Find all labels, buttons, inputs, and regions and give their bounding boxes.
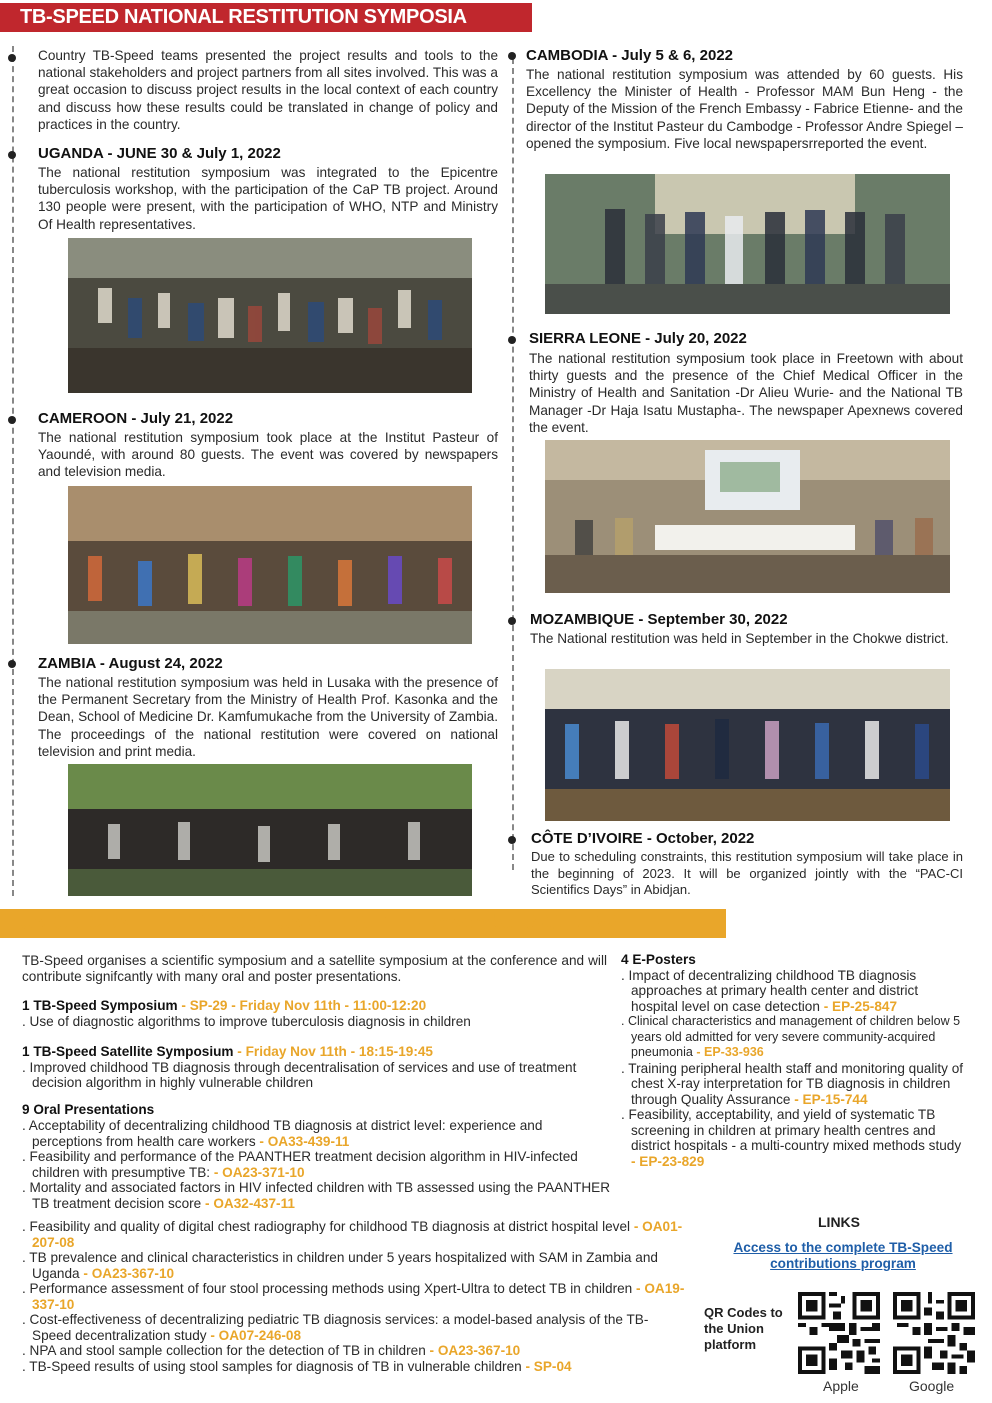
oral-code: - SP-04 xyxy=(525,1358,572,1374)
bullet-dot xyxy=(508,52,516,60)
oral-item: . Feasibility and quality of digital chest radiography for childhood TB diagnosis at district hospital level - OA01-207-08 xyxy=(22,1219,683,1250)
oral-list-b xyxy=(22,1219,687,1374)
sierra-leone-meeting-photo xyxy=(545,440,950,593)
oral-code: - OA23-367-10 xyxy=(83,1265,175,1281)
oral-block xyxy=(22,1102,612,1118)
mozambique-text: The National restitution was held in September in the Chokwe district. xyxy=(530,631,949,646)
eposter-item: . Clinical characteristics and management of children below 5 years old admitted for very severe community-acquired pneumonia - EP-33-936 xyxy=(621,1014,961,1059)
intro-text: Country TB-Speed teams presented the project results and tools to the national stakeholders and project partners from all sites involved. This was a great occasion to discuss project results in the local context of each country and discuss how these results could be translated in change of policy and practices in the country. xyxy=(38,48,498,132)
cambodia-group-photo xyxy=(545,174,950,314)
satellite-title: 1 TB-Speed Satellite Symposium xyxy=(22,1044,234,1059)
cote-divoire-title: CÔTE D’IVOIRE - October, 2022 xyxy=(531,830,755,847)
bullet-dot xyxy=(8,416,16,424)
mozambique-title: MOZAMBIQUE - September 30, 2022 xyxy=(530,611,788,628)
oral-code: - OA23-367-10 xyxy=(429,1343,521,1358)
timeline-right xyxy=(512,58,514,870)
google-qr-code[interactable] xyxy=(893,1292,975,1374)
links-title: LINKS xyxy=(818,1214,860,1230)
sierra-title: SIERRA LEONE - July 20, 2022 xyxy=(529,330,747,347)
symposium-item: . Use of diagnostic algorithms to improve tuberculosis diagnosis in children xyxy=(22,1013,471,1029)
uganda-title: UGANDA - JUNE 30 & July 1, 2022 xyxy=(38,145,281,162)
cameroon-group-photo xyxy=(68,486,472,644)
oral-item: . Cost-effectiveness of decentralizing pediatric TB diagnosis services: a model-based analysis of the TB-Speed decentralization study - OA07-246-08 xyxy=(22,1312,649,1343)
bullet-dot xyxy=(508,836,516,844)
oral-code: - OA19-337-10 xyxy=(32,1281,685,1312)
banner-title: TB-SPEED NATIONAL RESTITUTION SYMPOSIA xyxy=(20,6,467,28)
mozambique-group-photo xyxy=(545,669,950,821)
eposter-item: . Impact of decentralizing childhood TB diagnosis approaches at primary health center and district hospital level on case detection - EP-25-847 xyxy=(621,967,919,1014)
bullet-dot xyxy=(8,660,16,668)
uganda-group-photo xyxy=(68,238,472,393)
apple-caption: Apple xyxy=(823,1378,859,1394)
satellite-block xyxy=(22,1044,612,1091)
zambia-group-photo xyxy=(68,764,472,896)
eposter-block xyxy=(621,952,967,1169)
cameroon-title: CAMEROON - July 21, 2022 xyxy=(38,410,234,427)
oral-item: . Feasibility and performance of the PAANTHER treatment decision algorithm in HIV-infected children with presumptive TB: - OA23-371-10 xyxy=(22,1149,578,1180)
timeline-left xyxy=(12,46,14,896)
oral-item: . TB-Speed results of using stool samples for diagnosis of TB in vulnerable children - SP-04 xyxy=(22,1358,572,1374)
oral-item: . Acceptability of decentralizing childhood TB diagnosis at district level: experience and perceptions from health care workers - OA33-439-11 xyxy=(22,1118,543,1149)
eposter-code: - EP-23-829 xyxy=(631,1153,705,1169)
cambodia-title: CAMBODIA - July 5 & 6, 2022 xyxy=(526,47,734,64)
bullet-dot xyxy=(508,336,516,344)
zambia-title: ZAMBIA - August 24, 2022 xyxy=(38,655,223,672)
eposter-code: - EP-25-847 xyxy=(823,998,898,1014)
oral-code: - OA23-371-10 xyxy=(213,1164,305,1180)
oral-list-a xyxy=(22,1118,612,1211)
symposium-block xyxy=(22,998,622,1029)
oral-code: - OA33-439-11 xyxy=(259,1133,350,1149)
eposter-item: . Feasibility, acceptability, and yield of systematic TB screening in children at primary health centres and district hospitals - a multi-country mixed methods study - EP-23-829 xyxy=(621,1107,962,1169)
union-intro: TB-Speed organises a scientific symposium and a satellite symposium at the conference and will contribute signifcantly with many oral and poster presentations. xyxy=(22,953,607,984)
oral-title: 9 Oral Presentations xyxy=(22,1102,155,1117)
satellite-meta: - Friday Nov 11th - 18:15-19:45 xyxy=(233,1044,433,1059)
bullet-dot xyxy=(8,151,16,159)
zambia-text: The national restitution symposium was held in Lusaka with the presence of the Permanent Secretary from the Ministry of Health Prof. Kasonka and the Dean, School of Medicine Dr. Kamfumukache from the University of Zambia. The proceedings of the national restitution were covered on national television and print media. xyxy=(38,675,498,759)
oral-item: . NPA and stool sample collection for the detection of TB in children - OA23-367-10 xyxy=(22,1343,521,1358)
cambodia-text: The national restitution symposium was attended by 60 guests. His Excellency the Minister of Health - Professor MAM Bun Heng - the Deputy of the Mission of the French Embassy - Fabrice Etienne- and the director of the Institut Pasteur du Cambodge - Professor Andre Spiegel – opened the symposium. Five local newspapersrreported the event. xyxy=(526,67,963,151)
sierra-text: The national restitution symposium took place in Freetown with about thirty guests and the presence of the Chief Medical Officer in the Ministry of Health and Sanitation -Dr Alieu Wurie- and the National TB Manager -Dr Haja Isatu Mustapha-. The newspaper Apexnews covered the event. xyxy=(529,351,963,435)
satellite-item: . Improved childhood TB diagnosis through decentralisation of services and use of treatment decision algorithm in highly vulnerable children xyxy=(22,1059,577,1090)
contributions-program-link[interactable]: Access to the complete TB-Speed contributions program xyxy=(733,1240,953,1271)
section-banner-restitution xyxy=(0,3,532,32)
eposter-code: - EP-33-936 xyxy=(696,1045,764,1059)
oral-item: . Mortality and associated factors in HIV infected children with TB assessed using the PAANTHER TB treatment decision score - OA32-437-11 xyxy=(22,1180,611,1211)
qr-codes-label: QR Codes to the Union platform xyxy=(704,1305,783,1352)
oral-code: - OA07-246-08 xyxy=(210,1327,302,1343)
eposter-code: - EP-15-744 xyxy=(794,1091,868,1107)
banner-title: UNION CONFERENCE ON LUNG HEALTH – November 8-11, 2022 xyxy=(20,912,618,934)
cameroon-text: The national restitution symposium took place at the Institut Pasteur of Yaoundé, with around 80 guests. The event was covered by newspapers and television media. xyxy=(38,430,498,480)
uganda-text: The national restitution symposium was integrated to the Epicentre tuberculosis workshop, with the participation of the CaP TB project. Around 130 people were present, with the participation of WHO, NTP and Ministry Of Health representatives. xyxy=(38,165,498,232)
oral-item: . Performance assessment of four stool processing methods using Xpert-Ultra to detect TB in children - OA19-337-10 xyxy=(22,1281,685,1312)
bullet-dot xyxy=(8,54,16,62)
eposter-item: . Training peripheral health staff and monitoring quality of chest X-ray interpretation for TB diagnosis in children through Quality Assurance - EP-15-744 xyxy=(621,1060,964,1107)
google-caption: Google xyxy=(909,1378,955,1394)
section-banner-union xyxy=(0,909,726,938)
oral-code: - OA01-207-08 xyxy=(32,1219,683,1250)
oral-item: . TB prevalence and clinical characteristics in children under 5 years hospitalized with SAM in Zambia and Uganda - OA23-367-10 xyxy=(22,1250,658,1281)
cote-divoire-text: Due to scheduling constraints, this restitution symposium will take place in the beginning of 2023. It will be organized jointly with the “PAC-CI Scientifics Days” in Abidjan. xyxy=(531,849,963,897)
apple-qr-code[interactable] xyxy=(798,1292,880,1374)
eposter-title: 4 E-Posters xyxy=(621,952,696,967)
oral-code: - OA32-437-11 xyxy=(205,1195,295,1211)
bullet-dot xyxy=(508,617,516,625)
symposium-title: 1 TB-Speed Symposium xyxy=(22,998,178,1013)
symposium-meta: - SP-29 - Friday Nov 11th - 11:00-12:20 xyxy=(177,998,427,1013)
